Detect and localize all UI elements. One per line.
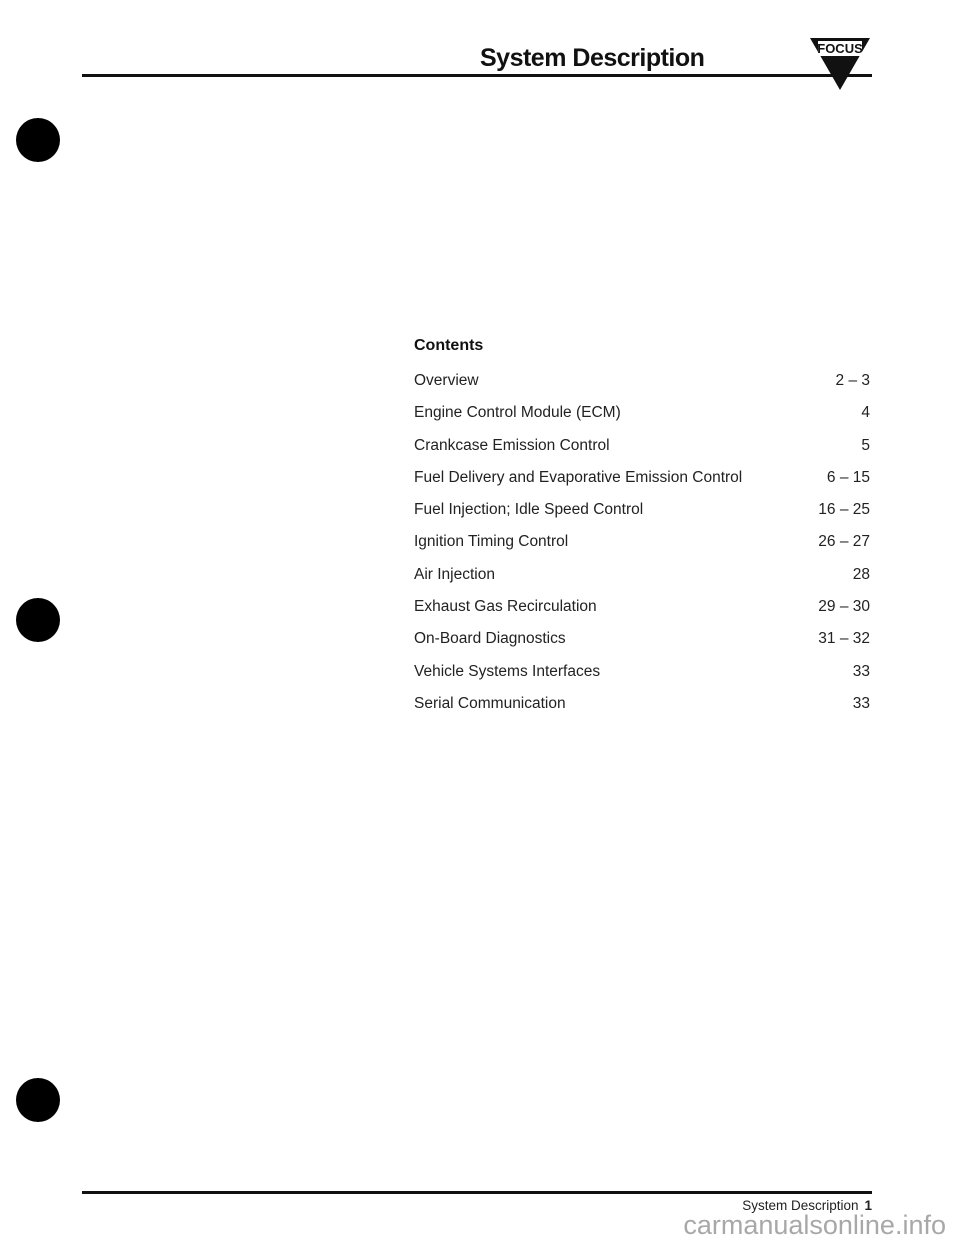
toc-item-title: Serial Communication bbox=[414, 694, 566, 712]
page-number: 1 bbox=[864, 1198, 872, 1213]
toc-item-pages: 29 – 30 bbox=[818, 598, 870, 616]
toc-item[interactable] bbox=[414, 501, 870, 533]
toc-item-pages: 28 bbox=[852, 565, 870, 583]
toc-item-pages: 33 bbox=[852, 662, 870, 680]
toc-item-title: Fuel Delivery and Evaporative Emission Control bbox=[414, 468, 743, 486]
watermark: carmanualsonline.info bbox=[683, 1210, 946, 1240]
table-of-contents bbox=[414, 372, 870, 727]
toc-item-pages: 4 bbox=[861, 404, 870, 422]
binder-hole bbox=[16, 1078, 60, 1122]
footer-divider bbox=[82, 1191, 872, 1194]
footer-label: System Description bbox=[742, 1198, 859, 1213]
toc-item-pages: 16 – 25 bbox=[818, 501, 870, 519]
page-title: System Description bbox=[480, 44, 705, 72]
toc-item-title: Ignition Timing Control bbox=[414, 533, 569, 551]
toc-item[interactable] bbox=[414, 437, 870, 469]
toc-item[interactable] bbox=[414, 533, 870, 565]
toc-item-title: Vehicle Systems Interfaces bbox=[414, 662, 601, 680]
toc-item[interactable] bbox=[414, 695, 870, 727]
binder-hole bbox=[16, 118, 60, 162]
toc-item-title: Engine Control Module (ECM) bbox=[414, 404, 621, 422]
toc-item[interactable] bbox=[414, 372, 870, 404]
toc-item-title: On-Board Diagnostics bbox=[414, 630, 566, 648]
toc-item-title: Crankcase Emission Control bbox=[414, 436, 610, 454]
toc-item[interactable] bbox=[414, 630, 870, 662]
toc-item-pages: 2 – 3 bbox=[835, 372, 870, 389]
header-divider bbox=[82, 74, 872, 77]
contents-heading: Contents bbox=[414, 337, 484, 354]
toc-item-title: Air Injection bbox=[414, 565, 495, 583]
toc-item-pages: 26 – 27 bbox=[818, 533, 870, 551]
toc-item-title: Exhaust Gas Recirculation bbox=[414, 598, 597, 616]
toc-item[interactable] bbox=[414, 598, 870, 630]
toc-item-title: Overview bbox=[414, 372, 479, 389]
toc-item-pages: 6 – 15 bbox=[826, 468, 870, 486]
toc-item[interactable] bbox=[414, 663, 870, 695]
logo-text: FOCUS bbox=[817, 41, 863, 56]
toc-item-title: Fuel Injection; Idle Speed Control bbox=[414, 501, 644, 519]
focus-logo-icon bbox=[808, 36, 872, 92]
toc-item-pages: 5 bbox=[861, 436, 870, 454]
binder-hole bbox=[16, 598, 60, 642]
toc-item-pages: 33 bbox=[852, 694, 870, 712]
toc-item[interactable] bbox=[414, 404, 870, 436]
toc-item-pages: 31 – 32 bbox=[818, 630, 870, 648]
toc-item[interactable] bbox=[414, 469, 870, 501]
toc-item[interactable] bbox=[414, 566, 870, 598]
